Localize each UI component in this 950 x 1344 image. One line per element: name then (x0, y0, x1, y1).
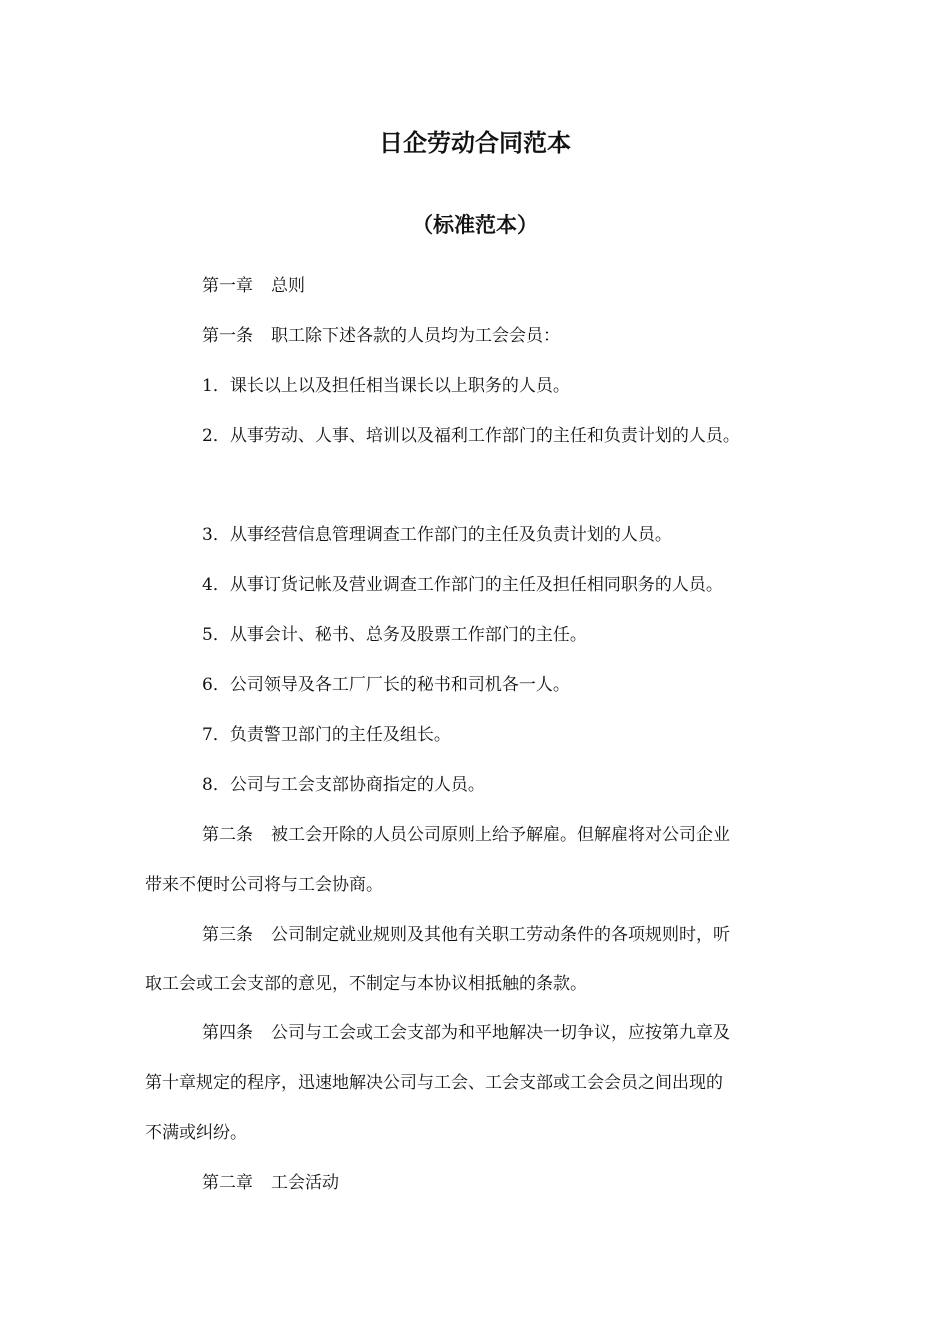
article-2-line-1 (202, 823, 730, 847)
list-item: 2．从事劳动、人事、培训以及福利工作部门的主任和负责计划的人员。 (202, 426, 740, 446)
article-3-text: 公司制定就业规则及其他有关职工劳动条件的各项规则时，听 (271, 925, 730, 945)
article-4-text: 公司与工会或工会支部为和平地解决一切争议，应按第九章及 (271, 1023, 730, 1043)
article-4-line-2: 第十章规定的程序，迅速地解决公司与工会、工会支部或工会会员之间出现的 (145, 1073, 723, 1093)
article-2-label: 第二条 (202, 825, 253, 845)
chapter-2-heading (202, 1171, 339, 1195)
list-item: 7．负责警卫部门的主任及组长。 (202, 725, 451, 745)
article-2-text: 被工会开除的人员公司原则上给予解雇。但解雇将对公司企业 (271, 825, 730, 845)
chapter-1-heading (202, 274, 305, 298)
article-1 (202, 324, 560, 348)
document-subtitle: （标准范本） (412, 213, 538, 237)
document-title: 日企劳动合同范本 (379, 129, 571, 157)
article-3-label: 第三条 (202, 925, 253, 945)
list-item: 5．从事会计、秘书、总务及股票工作部门的主任。 (202, 625, 587, 645)
chapter-1-label: 第一章 (202, 276, 253, 296)
list-item: 6．公司领导及各工厂厂长的秘书和司机各一人。 (202, 675, 570, 695)
article-4-line-1 (202, 1021, 730, 1045)
article-3-line-1 (202, 923, 730, 947)
article-2-line-2: 带来不便时公司将与工会协商。 (145, 875, 383, 895)
chapter-2-label: 第二章 (202, 1173, 253, 1193)
article-1-label: 第一条 (202, 326, 253, 346)
article-4-line-3: 不满或纠纷。 (145, 1123, 247, 1143)
article-3-line-2: 取工会或工会支部的意见，不制定与本协议相抵触的条款。 (145, 974, 587, 994)
list-item: 1．课长以上以及担任相当课长以上职务的人员。 (202, 376, 570, 396)
list-item: 3．从事经营信息管理调查工作部门的主任及负责计划的人员。 (202, 525, 672, 545)
article-1-text: 职工除下述各款的人员均为工会会员： (271, 326, 560, 346)
chapter-1-name: 总则 (271, 276, 305, 296)
list-item: 8．公司与工会支部协商指定的人员。 (202, 775, 485, 795)
chapter-2-name: 工会活动 (271, 1173, 339, 1193)
article-4-label: 第四条 (202, 1023, 253, 1043)
list-item: 4．从事订货记帐及营业调查工作部门的主任及担任相同职务的人员。 (202, 575, 723, 595)
